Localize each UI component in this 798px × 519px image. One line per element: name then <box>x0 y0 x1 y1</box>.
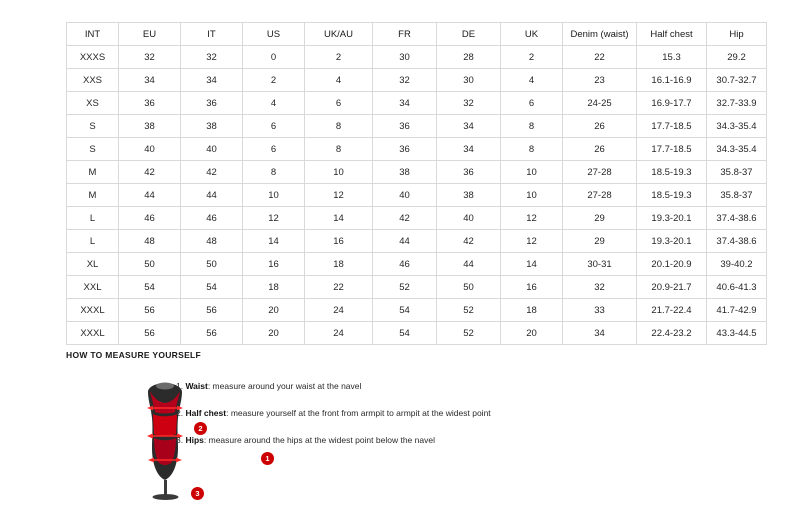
table-header-row <box>67 23 767 46</box>
table-cell: 35.8-37 <box>707 184 767 207</box>
table-cell: 18 <box>243 276 305 299</box>
table-cell: 27-28 <box>563 161 637 184</box>
table-row <box>67 322 767 345</box>
table-cell: 12 <box>501 230 563 253</box>
how-to-measure-section <box>66 350 746 498</box>
table-cell: 0 <box>243 46 305 69</box>
table-cell: 33 <box>563 299 637 322</box>
table-cell: 24-25 <box>563 92 637 115</box>
table-row <box>67 92 767 115</box>
table-cell: 34 <box>437 115 501 138</box>
table-cell: 22 <box>305 276 373 299</box>
table-column-header: EU <box>119 23 181 46</box>
table-cell: 56 <box>119 299 181 322</box>
table-cell: 54 <box>373 322 437 345</box>
table-column-header: UK/AU <box>305 23 373 46</box>
table-column-header: Denim (waist) <box>563 23 637 46</box>
table-column-header: UK <box>501 23 563 46</box>
measure-instruction <box>176 380 716 393</box>
table-cell: 36 <box>373 115 437 138</box>
table-cell: 46 <box>181 207 243 230</box>
table-cell: 32 <box>437 92 501 115</box>
table-column-header: INT <box>67 23 119 46</box>
table-cell: 8 <box>305 115 373 138</box>
table-row <box>67 69 767 92</box>
table-cell: XXXS <box>67 46 119 69</box>
table-cell: 42 <box>373 207 437 230</box>
table-cell: 34.3-35.4 <box>707 115 767 138</box>
table-cell: 30 <box>437 69 501 92</box>
table-cell: 32 <box>563 276 637 299</box>
table-cell: L <box>67 207 119 230</box>
table-cell: XXL <box>67 276 119 299</box>
table-cell: 42 <box>437 230 501 253</box>
table-cell: 38 <box>437 184 501 207</box>
table-cell: 2 <box>501 46 563 69</box>
table-cell: 4 <box>243 92 305 115</box>
table-cell: 37.4-38.6 <box>707 230 767 253</box>
measure-instruction-term: Hips <box>185 435 204 445</box>
table-cell: 19.3-20.1 <box>637 230 707 253</box>
table-cell: 34 <box>563 322 637 345</box>
table-cell: XXXL <box>67 299 119 322</box>
table-cell: 44 <box>373 230 437 253</box>
measure-instruction-number: 3. <box>176 435 184 445</box>
badge-hips: 3 <box>191 487 204 500</box>
table-row <box>67 253 767 276</box>
table-cell: XS <box>67 92 119 115</box>
table-cell: 37.4-38.6 <box>707 207 767 230</box>
table-cell: 16 <box>501 276 563 299</box>
table-cell: 16.9-17.7 <box>637 92 707 115</box>
table-cell: 4 <box>305 69 373 92</box>
table-cell: 50 <box>181 253 243 276</box>
table-cell: 10 <box>243 184 305 207</box>
table-cell: 48 <box>119 230 181 253</box>
table-cell: XL <box>67 253 119 276</box>
table-cell: 52 <box>437 299 501 322</box>
measure-instruction-text: : measure around the hips at the widest point below the navel <box>203 435 435 445</box>
table-column-header: DE <box>437 23 501 46</box>
table-row <box>67 184 767 207</box>
table-cell: 6 <box>243 138 305 161</box>
table-cell: 8 <box>501 115 563 138</box>
table-cell: 38 <box>181 115 243 138</box>
table-cell: 12 <box>305 184 373 207</box>
table-cell: 44 <box>119 184 181 207</box>
table-cell: 34 <box>181 69 243 92</box>
table-cell: 56 <box>181 299 243 322</box>
table-cell: 29 <box>563 230 637 253</box>
measure-instruction-text: : measure yourself at the front from armpit to armpit at the widest point <box>226 408 491 418</box>
table-cell: 20.1-20.9 <box>637 253 707 276</box>
table-cell: 32 <box>181 46 243 69</box>
table-cell: 6 <box>501 92 563 115</box>
table-cell: 42 <box>181 161 243 184</box>
table-cell: L <box>67 230 119 253</box>
table-cell: 8 <box>501 138 563 161</box>
table-row <box>67 276 767 299</box>
measure-instruction <box>176 434 716 447</box>
table-cell: 46 <box>373 253 437 276</box>
table-cell: 29.2 <box>707 46 767 69</box>
table-cell: 17.7-18.5 <box>637 115 707 138</box>
table-cell: M <box>67 161 119 184</box>
table-cell: 6 <box>305 92 373 115</box>
how-to-measure-title: HOW TO MEASURE YOURSELF <box>66 350 202 360</box>
table-cell: 12 <box>501 207 563 230</box>
table-column-header: FR <box>373 23 437 46</box>
table-cell: 10 <box>501 184 563 207</box>
table-cell: 34 <box>119 69 181 92</box>
table-cell: 44 <box>437 253 501 276</box>
table-cell: 14 <box>501 253 563 276</box>
table-cell: 41.7-42.9 <box>707 299 767 322</box>
table-cell: 32 <box>119 46 181 69</box>
table-cell: 24 <box>305 322 373 345</box>
table-cell: 14 <box>243 230 305 253</box>
badge-half-chest: 2 <box>194 422 207 435</box>
table-cell: 18.5-19.3 <box>637 184 707 207</box>
table-cell: 46 <box>119 207 181 230</box>
table-cell: 17.7-18.5 <box>637 138 707 161</box>
table-cell: 54 <box>373 299 437 322</box>
table-cell: 54 <box>119 276 181 299</box>
table-cell: XXXL <box>67 322 119 345</box>
table-cell: 6 <box>243 115 305 138</box>
table-cell: 36 <box>119 92 181 115</box>
table-cell: 48 <box>181 230 243 253</box>
table-cell: XXS <box>67 69 119 92</box>
table-cell: 40 <box>119 138 181 161</box>
table-row <box>67 230 767 253</box>
measure-instructions-list <box>176 380 716 461</box>
table-row <box>67 207 767 230</box>
table-cell: 34 <box>437 138 501 161</box>
table-cell: 52 <box>437 322 501 345</box>
table-column-header: Hip <box>707 23 767 46</box>
table-row <box>67 46 767 69</box>
table-cell: S <box>67 115 119 138</box>
table-row <box>67 161 767 184</box>
table-cell: 56 <box>119 322 181 345</box>
size-chart-container <box>66 22 757 345</box>
table-cell: 42 <box>119 161 181 184</box>
table-cell: 38 <box>119 115 181 138</box>
table-cell: M <box>67 184 119 207</box>
table-cell: 34 <box>373 92 437 115</box>
table-cell: 23 <box>563 69 637 92</box>
table-cell: 38 <box>373 161 437 184</box>
table-column-header: Half chest <box>637 23 707 46</box>
table-cell: S <box>67 138 119 161</box>
table-cell: 40.6-41.3 <box>707 276 767 299</box>
table-cell: 18 <box>501 299 563 322</box>
table-cell: 20.9-21.7 <box>637 276 707 299</box>
table-cell: 30-31 <box>563 253 637 276</box>
table-cell: 14 <box>305 207 373 230</box>
table-cell: 22.4-23.2 <box>637 322 707 345</box>
table-cell: 28 <box>437 46 501 69</box>
table-column-header: US <box>243 23 305 46</box>
table-cell: 44 <box>181 184 243 207</box>
table-cell: 20 <box>243 322 305 345</box>
table-cell: 36 <box>181 92 243 115</box>
table-cell: 18.5-19.3 <box>637 161 707 184</box>
table-cell: 36 <box>373 138 437 161</box>
table-cell: 16 <box>305 230 373 253</box>
table-cell: 54 <box>181 276 243 299</box>
table-cell: 50 <box>437 276 501 299</box>
table-column-header: IT <box>181 23 243 46</box>
table-cell: 50 <box>119 253 181 276</box>
table-cell: 40 <box>181 138 243 161</box>
table-cell: 35.8-37 <box>707 161 767 184</box>
table-cell: 24 <box>305 299 373 322</box>
table-cell: 2 <box>243 69 305 92</box>
table-row <box>67 138 767 161</box>
measure-instruction-term: Half chest <box>185 408 227 418</box>
table-cell: 15.3 <box>637 46 707 69</box>
table-row <box>67 115 767 138</box>
size-chart-table <box>66 22 767 345</box>
measure-instruction-text: : measure around your waist at the navel <box>207 381 362 391</box>
measure-instruction-number: 2. <box>176 408 184 418</box>
measure-instruction <box>176 407 716 420</box>
measure-instruction-term: Waist <box>185 381 208 391</box>
table-cell: 52 <box>373 276 437 299</box>
table-cell: 56 <box>181 322 243 345</box>
table-cell: 20 <box>501 322 563 345</box>
table-cell: 34.3-35.4 <box>707 138 767 161</box>
table-cell: 36 <box>437 161 501 184</box>
table-cell: 29 <box>563 207 637 230</box>
table-cell: 32 <box>373 69 437 92</box>
table-cell: 22 <box>563 46 637 69</box>
table-cell: 27-28 <box>563 184 637 207</box>
table-cell: 8 <box>305 138 373 161</box>
table-cell: 40 <box>437 207 501 230</box>
table-cell: 21.7-22.4 <box>637 299 707 322</box>
table-cell: 16 <box>243 253 305 276</box>
table-cell: 43.3-44.5 <box>707 322 767 345</box>
table-cell: 16.1-16.9 <box>637 69 707 92</box>
table-cell: 8 <box>243 161 305 184</box>
table-cell: 2 <box>305 46 373 69</box>
badge-waist: 1 <box>261 452 274 465</box>
table-cell: 30.7-32.7 <box>707 69 767 92</box>
table-cell: 12 <box>243 207 305 230</box>
table-cell: 32.7-33.9 <box>707 92 767 115</box>
measure-instruction-number: 1. <box>176 381 184 391</box>
table-cell: 18 <box>305 253 373 276</box>
table-cell: 20 <box>243 299 305 322</box>
table-cell: 19.3-20.1 <box>637 207 707 230</box>
table-cell: 10 <box>501 161 563 184</box>
table-row <box>67 299 767 322</box>
table-cell: 26 <box>563 115 637 138</box>
table-cell: 10 <box>305 161 373 184</box>
table-cell: 30 <box>373 46 437 69</box>
table-cell: 40 <box>373 184 437 207</box>
table-cell: 39-40.2 <box>707 253 767 276</box>
table-cell: 4 <box>501 69 563 92</box>
table-cell: 26 <box>563 138 637 161</box>
